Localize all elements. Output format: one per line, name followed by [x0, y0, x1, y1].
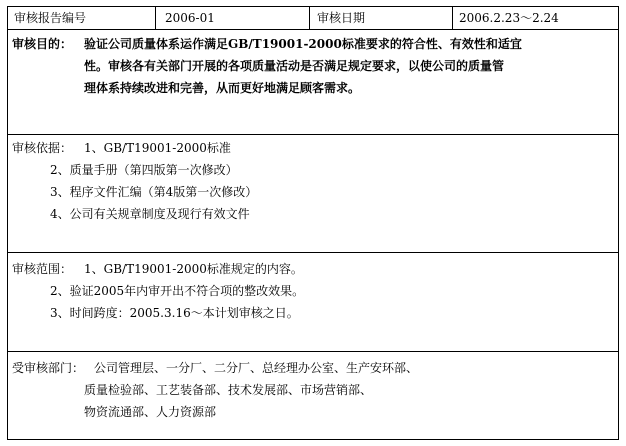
scope-item: 2、验证2005年内审开出不符合项的整改效果。 [50, 284, 305, 298]
basis-item: 4、公司有关规章制度及现行有效文件 [50, 207, 250, 221]
divider [452, 7, 453, 29]
purpose-line: 性。审核各有关部门开展的各项质量活动是否满足规定要求，以使公司的质量管 [84, 59, 505, 73]
audit-date-value: 2006.2.23～2.24 [459, 11, 559, 25]
report-number-label: 审核报告编号 [14, 11, 87, 25]
purpose-line: 验证公司质量体系运作满足GB/T19001-2000标准要求的符合性、有效性和适宜 [84, 37, 522, 51]
purpose-line: 理体系持续改进和完善，从而更好地满足顾客需求。 [84, 81, 361, 95]
scope-section [8, 253, 618, 351]
report-number-value: 2006-01 [165, 11, 215, 25]
purpose-section [8, 30, 618, 134]
basis-section [8, 135, 618, 252]
audit-report-form [7, 6, 619, 440]
departments-label: 受审核部门： [12, 361, 85, 375]
scope-item: 1、GB/T19001-2000标准规定的内容。 [84, 262, 303, 276]
divider [155, 7, 156, 29]
scope-label: 审核范围： [12, 262, 73, 276]
scope-item: 3、时间跨度：2005.3.16～本计划审核之日。 [50, 306, 299, 320]
basis-label: 审核依据： [12, 141, 73, 155]
departments-line: 物资流通部、人力资源部 [84, 405, 217, 419]
departments-line: 质量检验部、工艺装备部、技术发展部、市场营销部、 [84, 383, 373, 397]
departments-section [8, 352, 618, 438]
audit-date-label: 审核日期 [317, 11, 366, 25]
divider [309, 7, 310, 29]
purpose-label: 审核目的： [12, 37, 73, 51]
basis-item: 1、GB/T19001-2000标准 [84, 141, 231, 155]
basis-item: 2、质量手册（第四版第一次修改） [50, 163, 238, 177]
basis-item: 3、程序文件汇编（第4版第一次修改） [50, 185, 258, 199]
departments-line: 公司管理层、一分厂、二分厂、总经理办公室、生产安环部、 [94, 361, 419, 375]
